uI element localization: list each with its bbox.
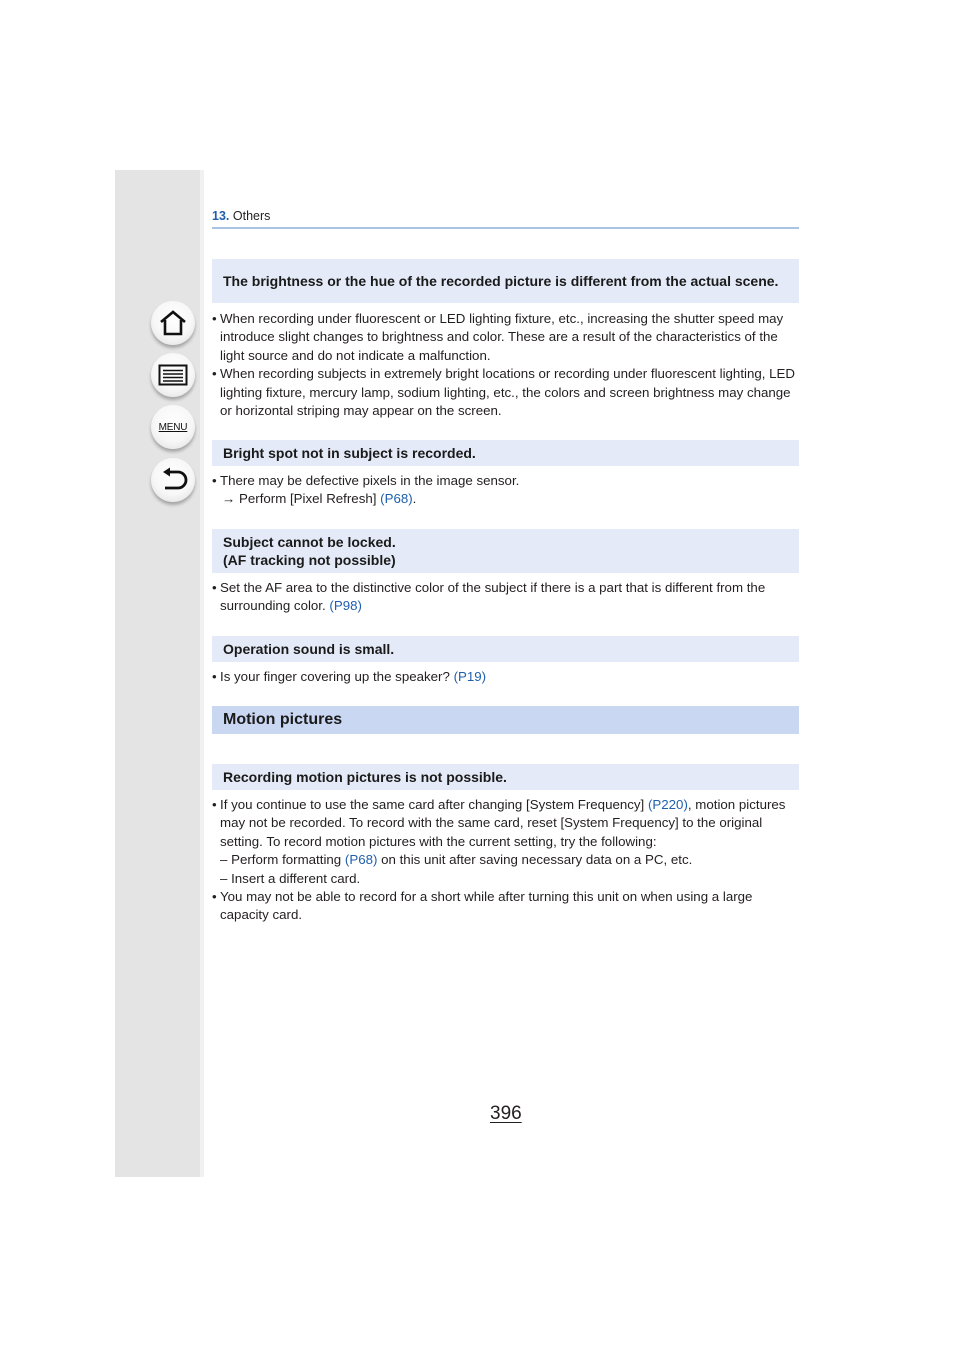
problem-answer (212, 579, 802, 616)
arrow-icon: → (222, 491, 236, 507)
chapter-number: 13. (212, 209, 230, 223)
problem-title: Recording motion pictures is not possible. (223, 769, 507, 785)
back-button[interactable] (151, 458, 195, 502)
item-text: If you continue to use the same card after changing [System Frequency] (220, 797, 645, 812)
home-icon (158, 309, 188, 337)
page-link-p68[interactable]: (P68) (380, 491, 413, 507)
problem-answer (212, 796, 802, 925)
chapter-title: Others (232, 209, 271, 223)
chapter-breadcrumb (212, 209, 270, 223)
problem-answer (212, 472, 802, 509)
sidebar-divider (200, 170, 204, 1177)
problem-title: Subject cannot be locked. (223, 534, 396, 550)
problem-subtitle: (AF tracking not possible) (223, 552, 396, 568)
list-item (212, 579, 802, 616)
problem-heading (212, 764, 799, 790)
problem-title: The brightness or the hue of the recorded picture is different from the actual scene. (223, 273, 779, 289)
page-link-p220[interactable]: (P220) (647, 797, 688, 812)
sub-item-text-continued: on this unit after saving necessary data on a PC, etc. (381, 852, 693, 868)
problem-title: Bright spot not in subject is recorded. (223, 445, 476, 461)
action-step (212, 490, 802, 508)
section-heading (212, 706, 799, 734)
problem-heading (212, 259, 799, 303)
header-divider (212, 227, 799, 229)
problem-title: Operation sound is small. (223, 641, 395, 657)
problem-answer (212, 310, 802, 420)
menu-icon: MENU (158, 421, 188, 433)
problem-heading (212, 440, 799, 466)
list-item: • There may be defective pixels in the image sensor. (212, 472, 802, 490)
item-text-continued: , motion pictures may not be recorded. To record with the same card, reset [System Frequency] to the original setting. To record motion pictures with the current setting, try the following: (220, 797, 786, 849)
problem-heading (212, 636, 799, 662)
list-item: • You may not be able to record for a short while after turning this unit on when using a large capacity card. (212, 888, 802, 925)
item-text: Set the AF area to the distinctive color of the subject if there is a part that is different from the surrounding color. (220, 580, 766, 614)
sub-item-text: – Perform formatting (220, 852, 342, 868)
page-link-p19[interactable]: (P19) (453, 669, 487, 684)
page-number: 396 (490, 1103, 522, 1124)
list-item (212, 668, 802, 686)
page-link-p98[interactable]: (P98) (329, 598, 362, 614)
back-icon (158, 467, 188, 493)
step-text: Perform [Pixel Refresh] (239, 491, 377, 507)
step-end: . (412, 491, 417, 507)
problem-answer (212, 668, 802, 686)
sub-item: – Insert a different card. (220, 870, 361, 886)
home-button[interactable] (151, 301, 195, 345)
item-text: Is your finger covering up the speaker? (220, 669, 450, 684)
page-link-p68[interactable]: (P68) (344, 852, 378, 868)
contents-button[interactable] (151, 353, 195, 397)
list-item: • When recording subjects in extremely bright locations or recording under fluorescent lighting, LED lighting fixture, mercury lamp, sodium lighting, etc., the colors and screen brightness may change or horizontal striping may appear on the screen. (212, 365, 802, 420)
list-item: • When recording under fluorescent or LED lighting fixture, etc., increasing the shutter speed may introduce slight changes to brightness and color. These are a result of the characteristics of the light source and do not indicate a malfunction. (212, 310, 802, 365)
menu-button[interactable] (151, 405, 195, 449)
contents-list-icon (158, 364, 188, 386)
section-title: Motion pictures (223, 711, 343, 728)
list-item (212, 796, 802, 851)
problem-heading (212, 529, 799, 573)
sub-item (212, 851, 802, 869)
